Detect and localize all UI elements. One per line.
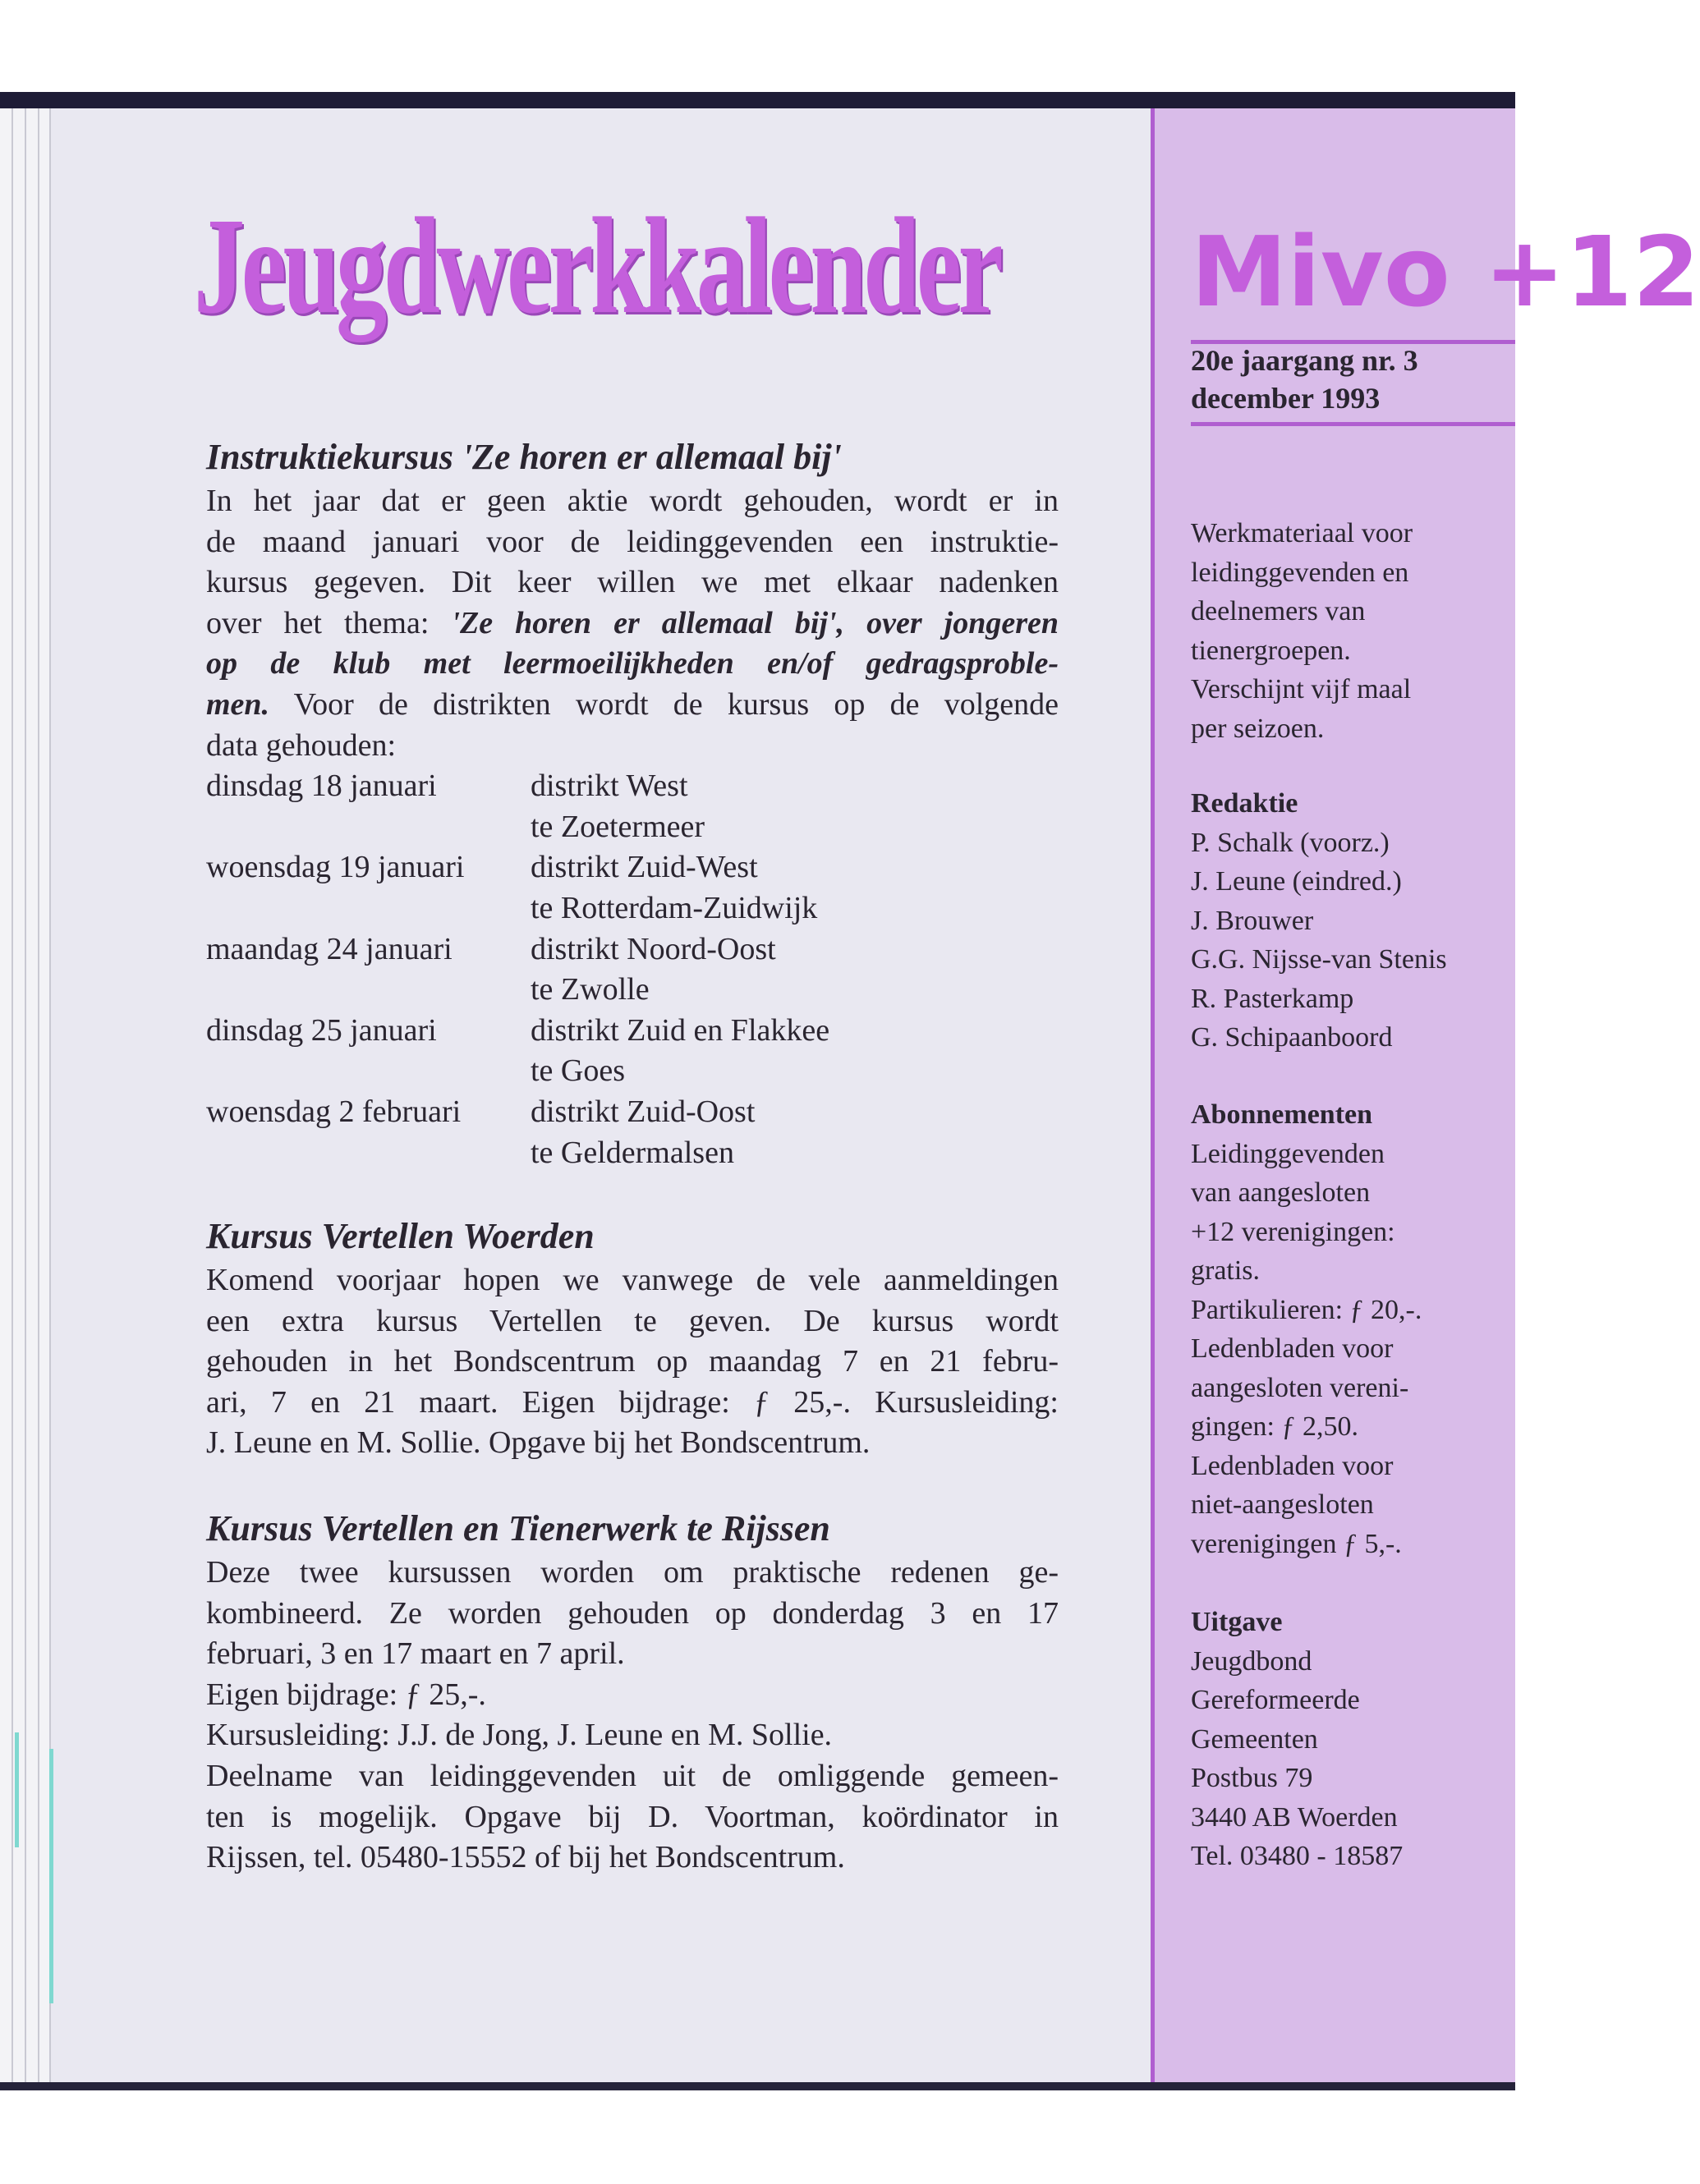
text-line: kursus gegeven. Dit keer willen we met elkaar nadenken bbox=[206, 565, 1059, 600]
schedule-row bbox=[206, 1092, 1059, 1133]
issue-date: december 1993 bbox=[1191, 382, 1381, 415]
schedule-row bbox=[206, 807, 1059, 848]
page-title: Jeugdwerkkalender bbox=[194, 190, 1000, 342]
colophon-line: P. Schalk (voorz.) bbox=[1191, 827, 1390, 858]
colophon-redaktie bbox=[1191, 784, 1515, 1058]
schedule-row bbox=[206, 1011, 1059, 1052]
page-tab-marker bbox=[15, 1732, 19, 1847]
schedule-row bbox=[206, 766, 1059, 807]
schedule-date: woensdag 19 januari bbox=[206, 850, 465, 885]
divider bbox=[1191, 422, 1515, 426]
section-body bbox=[206, 481, 1059, 1173]
schedule-row bbox=[206, 970, 1059, 1011]
text-line: gehouden in het Bondscentrum op maandag 7 en 21 febru- bbox=[206, 1344, 1059, 1379]
emphasis: men. bbox=[206, 686, 270, 722]
schedule-date: dinsdag 18 januari bbox=[206, 769, 437, 804]
colophon-line: G.G. Nijsse-van Stenis bbox=[1191, 944, 1447, 975]
emphasis: op de klub met leermoeilijkheden en/of gedragsproble- bbox=[206, 646, 1059, 681]
schedule-date: dinsdag 25 januari bbox=[206, 1012, 437, 1048]
colophon-line: leidinggevenden en bbox=[1191, 557, 1409, 588]
colophon-line: Ledenbladen voor bbox=[1191, 1333, 1394, 1364]
schedule-place: te Rotterdam-Zuidwijk bbox=[531, 890, 818, 925]
schedule-row bbox=[206, 929, 1059, 970]
text-line: ten is mogelijk. Opgave bij D. Voortman, koördinator in bbox=[206, 1799, 1059, 1834]
text-line: J. Leune en M. Sollie. Opgave bij het Bondscentrum. bbox=[206, 1425, 871, 1461]
page-tab-marker bbox=[49, 1749, 53, 2003]
text-line: de maand januari voor de leidinggevenden een instruktie- bbox=[206, 524, 1059, 559]
text-line: kombineerd. Ze worden gehouden op donderdag 3 en 17 bbox=[206, 1595, 1059, 1631]
text-line bbox=[206, 603, 1059, 645]
colophon-line: Gemeenten bbox=[1191, 1723, 1318, 1755]
colophon-abonnementen bbox=[1191, 1095, 1515, 1563]
text-line: een extra kursus Vertellen te geven. De kursus wordt bbox=[206, 1303, 1059, 1338]
colophon-line: gratis. bbox=[1191, 1255, 1261, 1286]
page-edge bbox=[0, 108, 13, 2082]
colophon-line: Partikulieren: ƒ 20,-. bbox=[1191, 1294, 1422, 1325]
binding-bottom-edge bbox=[0, 2082, 1515, 2090]
colophon-line: Leidinggevenden bbox=[1191, 1138, 1385, 1169]
colophon-line: Postbus 79 bbox=[1191, 1763, 1313, 1793]
colophon-line: tienergroepen. bbox=[1191, 635, 1351, 666]
colophon-line: niet-aangesloten bbox=[1191, 1489, 1374, 1520]
text-line bbox=[206, 685, 1059, 726]
text-line: Eigen bijdrage: ƒ 25,-. bbox=[206, 1677, 486, 1712]
schedule-district: distrikt Zuid-Oost bbox=[531, 1094, 756, 1129]
text-line: Komend voorjaar hopen we vanwege de vele aanmeldingen bbox=[206, 1263, 1059, 1297]
schedule-district: distrikt Noord-Oost bbox=[531, 931, 776, 966]
colophon-line: verenigingen ƒ 5,-. bbox=[1191, 1528, 1402, 1559]
schedule-district: distrikt West bbox=[531, 769, 688, 804]
schedule-date bbox=[206, 807, 531, 848]
colophon-line: Ledenbladen voor bbox=[1191, 1450, 1394, 1481]
schedule-district: distrikt Zuid en Flakkee bbox=[531, 1012, 830, 1048]
text-line: Deze twee kursussen worden om praktische redenen ge- bbox=[206, 1555, 1059, 1590]
schedule-place: te Geldermalsen bbox=[531, 1135, 734, 1170]
colophon-line: Gereformeerde bbox=[1191, 1685, 1360, 1715]
colophon-intro bbox=[1191, 514, 1515, 748]
text-line: Deelname van leidinggevenden uit de omliggende gemeen- bbox=[206, 1758, 1059, 1793]
schedule-row bbox=[206, 888, 1059, 929]
schedule-district: distrikt Zuid-West bbox=[531, 850, 758, 885]
text-line: Rijssen, tel. 05480-15552 of bij het Bondscentrum. bbox=[206, 1840, 845, 1875]
schedule-row bbox=[206, 847, 1059, 888]
colophon-line: J. Leune (eindred.) bbox=[1191, 866, 1402, 897]
colophon-line: van aangesloten bbox=[1191, 1177, 1371, 1208]
text-line: februari, 3 en 17 maart en 7 april. bbox=[206, 1636, 625, 1672]
schedule-place: te Zoetermeer bbox=[531, 809, 705, 844]
colophon-line: 3440 AB Woerden bbox=[1191, 1801, 1398, 1833]
binding-top-edge bbox=[0, 92, 1515, 108]
schedule-date bbox=[206, 888, 531, 929]
colophon-line: Werkmateriaal voor bbox=[1191, 518, 1413, 548]
text-line: ari, 7 en 21 maart. Eigen bijdrage: ƒ 25,-. Kursusleiding: bbox=[206, 1384, 1059, 1420]
colophon-line: Verschijnt vijf maal bbox=[1191, 674, 1412, 704]
colophon-line: J. Brouwer bbox=[1191, 905, 1314, 936]
schedule-row bbox=[206, 1133, 1059, 1174]
text-line: Kursusleiding: J.J. de Jong, J. Leune en M. Sollie. bbox=[206, 1718, 833, 1753]
section-heading: Instruktiekursus 'Ze horen er allemaal bij' bbox=[206, 437, 842, 477]
colophon-heading: Redaktie bbox=[1191, 788, 1298, 819]
magazine-logo: Mivo +12 bbox=[1191, 215, 1700, 328]
emphasis: 'Ze horen er allemaal bij', over jongeren bbox=[451, 605, 1059, 640]
schedule-date bbox=[206, 1133, 531, 1174]
schedule-date bbox=[206, 1051, 531, 1092]
text-span: Voor de distrikten wordt de kursus op de volgende bbox=[269, 686, 1059, 722]
schedule-place: te Zwolle bbox=[531, 972, 650, 1007]
colophon-line: Tel. 03480 - 18587 bbox=[1191, 1841, 1404, 1871]
colophon-line: per seizoen. bbox=[1191, 713, 1325, 744]
page-edge bbox=[26, 108, 39, 2082]
schedule-date: woensdag 2 februari bbox=[206, 1094, 462, 1129]
colophon-line: +12 verenigingen: bbox=[1191, 1216, 1395, 1247]
colophon-heading: Uitgave bbox=[1191, 1607, 1283, 1637]
colophon-heading: Abonnementen bbox=[1191, 1099, 1373, 1130]
schedule-row bbox=[206, 1051, 1059, 1092]
colophon-line: aangesloten vereni- bbox=[1191, 1372, 1409, 1403]
colophon-line: G. Schipaanboord bbox=[1191, 1022, 1393, 1053]
colophon-line: deelnemers van bbox=[1191, 596, 1366, 626]
text-line bbox=[206, 644, 1059, 685]
schedule-place: te Goes bbox=[531, 1053, 626, 1089]
colophon-line: gingen: ƒ 2,50. bbox=[1191, 1411, 1358, 1442]
text-line: data gehouden: bbox=[206, 727, 397, 763]
section-heading: Kursus Vertellen en Tienerwerk te Rijssen bbox=[206, 1508, 830, 1549]
schedule-date bbox=[206, 970, 531, 1011]
colophon-line: Jeugdbond bbox=[1191, 1645, 1312, 1677]
section-body bbox=[206, 1260, 1059, 1464]
colophon-uitgave bbox=[1191, 1603, 1515, 1876]
section-body bbox=[206, 1553, 1059, 1879]
section-heading: Kursus Vertellen Woerden bbox=[206, 1216, 595, 1256]
issue-number: 20e jaargang nr. 3 bbox=[1191, 344, 1418, 377]
text-span: over het thema: bbox=[206, 605, 452, 640]
schedule-date: maandag 24 januari bbox=[206, 931, 453, 966]
colophon-line: R. Pasterkamp bbox=[1191, 983, 1354, 1014]
text-line: In het jaar dat er geen aktie wordt gehouden, wordt er in bbox=[206, 484, 1059, 518]
